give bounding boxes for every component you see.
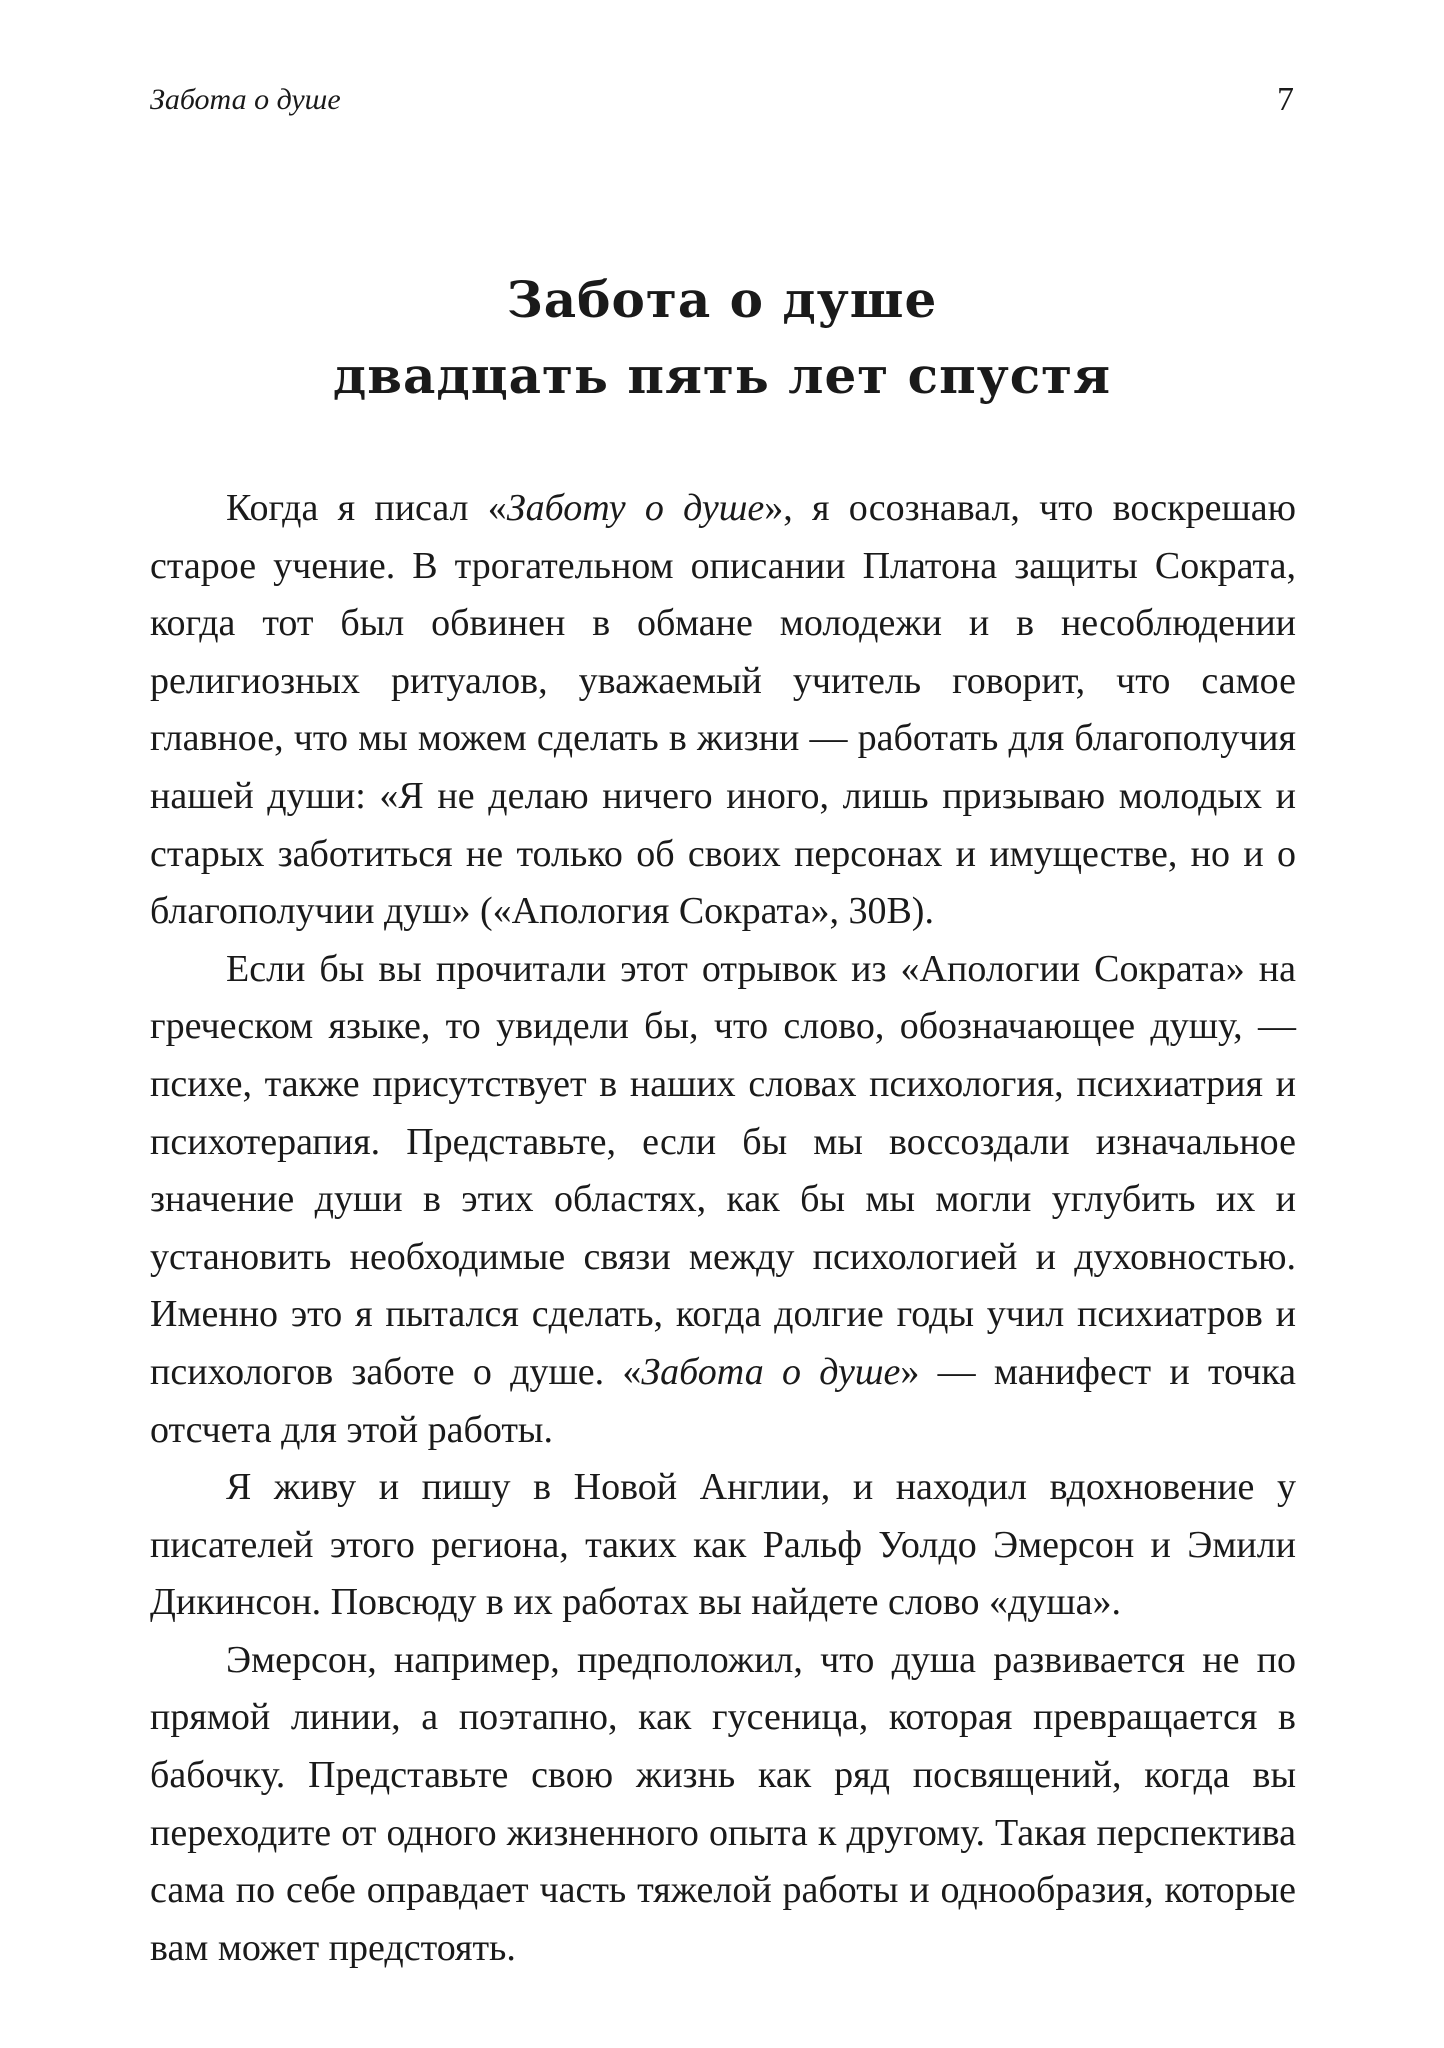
chapter-title-line-1: Забота о душе bbox=[506, 270, 938, 329]
paragraph-1-pre: Когда я писал « bbox=[226, 487, 507, 529]
paragraph-2-italic: Забота о душе bbox=[641, 1350, 901, 1393]
paragraph-4: Эмерсон, например, предположил, что душа развивается не по прямой линии, а поэтапно, как гусеница, которая превращается в бабочку. Представьте свою жизнь как ряд посвящений, когда вы переходите от одного жизненного опыта к другому. Такая перспектива сама по себе оправдает часть тяжелой работы и однообразия, которые вам может предстоять. bbox=[150, 1638, 1296, 1969]
paragraph-1 bbox=[150, 480, 1296, 941]
paragraph-1-post: », я осознавал, что воскрешаю старое учение. В трогательном описании Платона защиты Сократа, когда тот был обвинен в обмане молодежи и в несоблюдении религиозных ритуалов, уважаемый учитель говорит, что самое главное, что мы можем сделать в жизни — работать для благополучия нашей души: «Я не делаю ничего иного, лишь призываю молодых и старых заботиться не только об своих персонах и имуществе, но и о благополучии душ» («Апология Сократа», 30B). bbox=[150, 487, 1296, 933]
paragraph-3: Я живу и пишу в Новой Англии, и находил вдохновение у писателей этого региона, таких как Ральф Уолдо Эмерсон и Эмили Дикинсон. Повсюду в их работах вы найдете слово «душа». bbox=[150, 1466, 1296, 1624]
paragraph-2-post: » — манифест и точка отсчета для этой работы. bbox=[150, 1350, 1296, 1451]
running-head-title: Забота о душе bbox=[150, 83, 341, 116]
chapter-title-line-2: двадцать пять лет спустя bbox=[332, 346, 1112, 405]
paragraph-2 bbox=[150, 941, 1296, 1459]
page-number: 7 bbox=[1277, 81, 1294, 118]
running-head bbox=[150, 78, 1294, 122]
body-text bbox=[150, 480, 1296, 1977]
paragraph-2-pre: Если бы вы прочитали этот отрывок из «Апологии Сократа» на греческом языке, то увидели бы, что слово, обозначающее душу, — психе, также присутствует в наших словах психология, психиатрия и психотерапия. Представьте, если бы мы воссоздали изначальное значение души в этих областях, как бы мы могли углубить их и установить необходимые связи между психологией и духовностью. Именно это я пытался сделать, когда долгие годы учил психиатров и психологов заботе о душе. « bbox=[150, 947, 1296, 1393]
paragraph-1-italic: Заботу о душе bbox=[506, 487, 765, 529]
chapter-title bbox=[150, 262, 1294, 414]
